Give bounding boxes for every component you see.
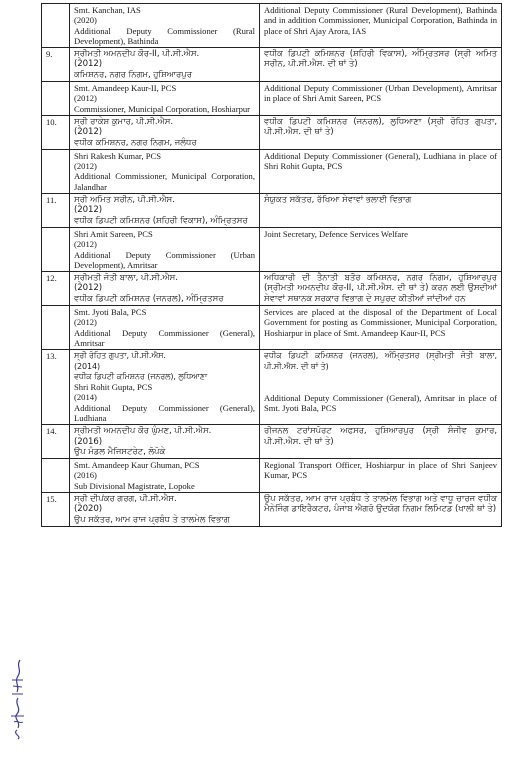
officer-cell xyxy=(70,306,260,350)
transfer-orders-table xyxy=(41,3,502,527)
officer-name: ਸ੍ਰੀ ਦੀਪਂਕਰ ਗਰਗ, ਪੀ.ਸੀ.ਐਸ. xyxy=(74,494,177,505)
officer-current-post: Additional Commissioner, Municipal Corporation, Jalandhar xyxy=(74,171,255,192)
officer-batch: (2020) xyxy=(74,15,97,26)
officer-name: ਸ੍ਰੀ ਅਮਿਤ ਸਰੀਨ, ਪੀ.ਸੀ.ਐਸ. xyxy=(74,195,175,206)
officer-batch: (2012) xyxy=(74,239,97,250)
posting-cell xyxy=(260,350,502,425)
officer-cell xyxy=(70,227,260,271)
serial-number: 11. xyxy=(42,194,70,228)
serial-number xyxy=(42,227,70,271)
officer-current-post-english: Additional Deputy Commissioner (General), Ludhiana xyxy=(74,402,255,423)
posting-cell: Additional Deputy Commissioner (Rural Development), Bathinda and in addition Commissioner, Municipal Corporation, Bathinda in place of Shri Ajay Arora, IAS xyxy=(260,4,502,48)
officer-current-post: ਵਧੀਕ ਡਿਪਟੀ ਕਮਿਸ਼ਨਰ (ਜਨਰਲ), ਅੰਮ੍ਰਿਤਸਰ xyxy=(74,293,224,304)
serial-number xyxy=(42,306,70,350)
serial-number xyxy=(42,82,70,116)
officer-name-english: Shri Rohit Gupta, PCS xyxy=(74,382,153,393)
officer-batch: (2012) xyxy=(74,283,102,294)
officer-name: Smt. Amandeep Kaur-II, PCS xyxy=(74,83,177,94)
posting-cell: Services are placed at the disposal of the Department of Local Government for posting as Commissioner, Municipal Corporation, Hoshiarpur in place of Smt. Amandeep Kaur-II, PCS xyxy=(260,306,502,350)
table-row xyxy=(42,350,502,425)
posting-cell: ਸੰਯੁਕਤ ਸਕੱਤਰ, ਰੱਖਿਆ ਸੇਵਾਵਾਂ ਭਲਾਈ ਵਿਭਾਗ xyxy=(260,194,502,228)
officer-cell xyxy=(70,194,260,228)
serial-number xyxy=(42,149,70,193)
posting-cell: ਰੀਜਨਲ ਟਰਾਂਸਪੋਰਟ ਅਫਸਰ, ਹੁਸ਼ਿਆਰਪੁਰ (ਸ੍ਰੀ ਸੰਜੀਵ ਕੁਮਾਰ, ਪੀ.ਸੀ.ਐਸ. ਦੀ ਥਾਂ ਤੇ) xyxy=(260,425,502,459)
serial-number xyxy=(42,4,70,48)
officer-cell xyxy=(70,4,260,48)
officer-cell xyxy=(70,82,260,116)
officer-current-post: ਵਧੀਕ ਡਿਪਟੀ ਕਮਿਸ਼ਨਰ (ਸ਼ਹਿਰੀ ਵਿਕਾਸ), ਅੰਮ੍ਰਿਤਸਰ xyxy=(74,215,248,226)
officer-batch-english: (2014) xyxy=(74,392,97,403)
signature-stamp xyxy=(6,656,28,740)
table-row xyxy=(42,227,502,271)
table-row xyxy=(42,306,502,350)
serial-number: 14. xyxy=(42,425,70,459)
officer-current-post: ਵਧੀਕ ਕਮਿਸ਼ਨਰ, ਨਗਰ ਨਿਗਮ, ਜਲੰਧਰ xyxy=(74,137,197,148)
officer-batch: (2014) xyxy=(74,361,101,371)
officer-cell xyxy=(70,459,260,493)
officer-cell xyxy=(70,425,260,459)
posting-cell: ਅਧਿਕਾਰੀ ਦੀ ਤੈਨਾਤੀ ਬਤੌਰ ਕਮਿਸ਼ਨਰ, ਨਗਰ ਨਿਗਮ, ਹੁਸ਼ਿਆਰਪੁਰ (ਸ੍ਰੀਮਤੀ ਅਮਨਦੀਪ ਕੌਰ-II, ਪੀ.ਸੀ.ਐਸ. ਦੀ ਥਾਂ ਤੇ) ਕਰਨ ਲਈ ਉਸਦੀਆਂ ਸੇਵਾਵਾਂ ਸਥਾਨਕ ਸਰਕਾਰ ਵਿਭਾਗ ਦੇ ਸਪੁਰਦ ਕੀਤੀਆਂ ਜਾਂਦੀਆਂ ਹਨ xyxy=(260,272,502,306)
officer-current-post: Additional Deputy Commissioner (General), Amritsar xyxy=(74,327,255,348)
officer-name: Smt. Amandeep Kaur Ghuman, PCS xyxy=(74,460,200,471)
posting-cell: Joint Secretary, Defence Services Welfare xyxy=(260,227,502,271)
officer-name: ਸ੍ਰੀਮਤੀ ਅਮਨਦੀਪ ਕੌਰ ਘੁੰਮਣ, ਪੀ.ਸੀ.ਐਸ. xyxy=(74,426,212,437)
officer-current-post: ਵਧੀਕ ਡਿਪਟੀ ਕਮਿਸ਼ਨਰ (ਜਨਰਲ), ਲੁਧਿਆਣਾ xyxy=(74,371,208,381)
officer-current-post: ਉਪ ਸਕੱਤਰ, ਆਮ ਰਾਜ ਪ੍ਰਬੰਧ ਤੇ ਤਾਲਮੇਲ ਵਿਭਾਗ xyxy=(74,514,230,525)
officer-batch: (2020) xyxy=(74,504,102,515)
officer-cell xyxy=(70,272,260,306)
officer-current-post: Additional Deputy Commissioner (Urban Development), Amritsar xyxy=(74,249,255,270)
officer-batch: (2016) xyxy=(74,436,102,447)
serial-number: 12. xyxy=(42,272,70,306)
officer-cell xyxy=(70,48,260,82)
spacer xyxy=(264,372,497,393)
officer-cell xyxy=(70,149,260,193)
posting-english: Additional Deputy Commissioner (General), Amritsar in place of Smt. Jyoti Bala, PCS xyxy=(264,392,497,414)
table-row xyxy=(42,194,502,228)
officer-batch: (2012) xyxy=(74,59,102,70)
officer-name: Shri Rakesh Kumar, PCS xyxy=(74,150,162,161)
posting-cell: ਉਪ ਸਕੱਤਰ, ਆਮ ਰਾਜ ਪ੍ਰਬੰਧ ਤੇ ਤਾਲਮੇਲ ਵਿਭਾਗ ਅਤੇ ਵਾਧੂ ਚਾਰਜ ਵਧੀਕ ਮੈਨੇਜਿੰਗ ਡਾਇਰੈਕਟਰ, ਪੰਜਾਬ ਐਗਰੋ ਉਦਯੋਗ ਨਿਗਮ ਲਿਮਿਟਡ (ਖਾਲੀ ਥਾਂ ਤੇ) xyxy=(260,493,502,527)
officer-name: ਸ੍ਰੀ ਰੋਹਿਤ ਗੁਪਤਾ, ਪੀ.ਸੀ.ਐਸ. xyxy=(74,351,166,361)
table-row xyxy=(42,425,502,459)
officer-cell xyxy=(70,493,260,527)
posting-cell: ਵਧੀਕ ਡਿਪਟੀ ਕਮਿਸ਼ਨਰ (ਜਨਰਲ), ਲੁਧਿਆਣਾ (ਸ੍ਰੀ ਰੋਹਿਤ ਗੁਪਤਾ, ਪੀ.ਸੀ.ਐਸ. ਦੀ ਥਾਂ ਤੇ) xyxy=(260,115,502,149)
officer-batch: (2012) xyxy=(74,205,102,216)
officer-batch: (2016) xyxy=(74,470,97,481)
officer-current-post: ਉਪ ਮੰਡਲ ਮੈਜਿਸਟਰੇਟ, ਲੋਪੋਕੇ xyxy=(74,446,166,457)
officer-name: ਸ੍ਰੀਮਤੀ ਅਮਨਦੀਪ ਕੌਰ-II, ਪੀ.ਸੀ.ਐਸ. xyxy=(74,49,200,60)
serial-number: 9. xyxy=(42,48,70,82)
officer-name: Shri Amit Sareen, PCS xyxy=(74,228,153,239)
serial-number: 13. xyxy=(42,350,70,425)
officer-batch: (2012) xyxy=(74,317,97,328)
table-row xyxy=(42,493,502,527)
officer-name: ਸ੍ਰੀਮਤੀ ਜੋਤੀ ਬਾਲਾ, ਪੀ.ਸੀ.ਐਸ. xyxy=(74,273,178,284)
officer-cell xyxy=(70,350,260,425)
posting-cell: Additional Deputy Commissioner (Urban Development), Amritsar in place of Shri Amit Sareen, PCS xyxy=(260,82,502,116)
table-row xyxy=(42,459,502,493)
table-row xyxy=(42,272,502,306)
posting-cell: ਵਧੀਕ ਡਿਪਟੀ ਕਮਿਸ਼ਨਰ (ਸ਼ਹਿਰੀ ਵਿਕਾਸ), ਅੰਮ੍ਰਿਤਸਰ (ਸ੍ਰੀ ਅਮਿਤ ਸਰੀਨ, ਪੀ.ਸੀ.ਐਸ. ਦੀ ਥਾਂ ਤੇ) xyxy=(260,48,502,82)
table-row xyxy=(42,149,502,193)
officer-name: Smt. Kanchan, IAS xyxy=(74,5,141,15)
officer-cell xyxy=(70,115,260,149)
officer-batch: (2012) xyxy=(74,161,97,172)
posting-cell: Regional Transport Officer, Hoshiarpur in place of Shri Sanjeev Kumar, PCS xyxy=(260,459,502,493)
serial-number xyxy=(42,459,70,493)
serial-number: 15. xyxy=(42,493,70,527)
serial-number: 10. xyxy=(42,115,70,149)
officer-name: ਸ੍ਰੀ ਰਾਕੇਸ਼ ਕੁਮਾਰ, ਪੀ.ਸੀ.ਐਸ. xyxy=(74,116,174,127)
posting-cell: Additional Deputy Commissioner (General), Ludhiana in place of Shri Rohit Gupta, PCS xyxy=(260,149,502,193)
officer-batch: (2012) xyxy=(74,127,102,138)
officer-current-post: Additional Deputy Commissioner (Rural Development), Bathinda xyxy=(74,25,255,46)
officer-current-post: Sub Divisional Magistrate, Lopoke xyxy=(74,480,195,491)
signature-stamp-icon xyxy=(6,656,28,740)
officer-current-post: ਕਮਿਸ਼ਨਰ, ਨਗਰ ਨਿਗਮ, ਹੁਸ਼ਿਆਰਪੁਰ xyxy=(74,69,192,80)
officer-batch: (2012) xyxy=(74,93,97,104)
officer-current-post: Commissioner, Municipal Corporation, Hoshiarpur xyxy=(74,103,251,114)
officer-name: Smt. Jyoti Bala, PCS xyxy=(74,307,147,318)
table-row xyxy=(42,82,502,116)
posting-punjabi: ਵਧੀਕ ਡਿਪਟੀ ਕਮਿਸ਼ਨਰ (ਜਨਰਲ), ਅੰਮ੍ਰਿਤਸਰ (ਸ੍ਰੀਮਤੀ ਜੋਤੀ ਬਾਲਾ, ਪੀ.ਸੀ.ਐਸ. ਦੀ ਥਾਂ ਤੇ) xyxy=(264,351,497,371)
table-row xyxy=(42,4,502,48)
table-row xyxy=(42,48,502,82)
table-row xyxy=(42,115,502,149)
